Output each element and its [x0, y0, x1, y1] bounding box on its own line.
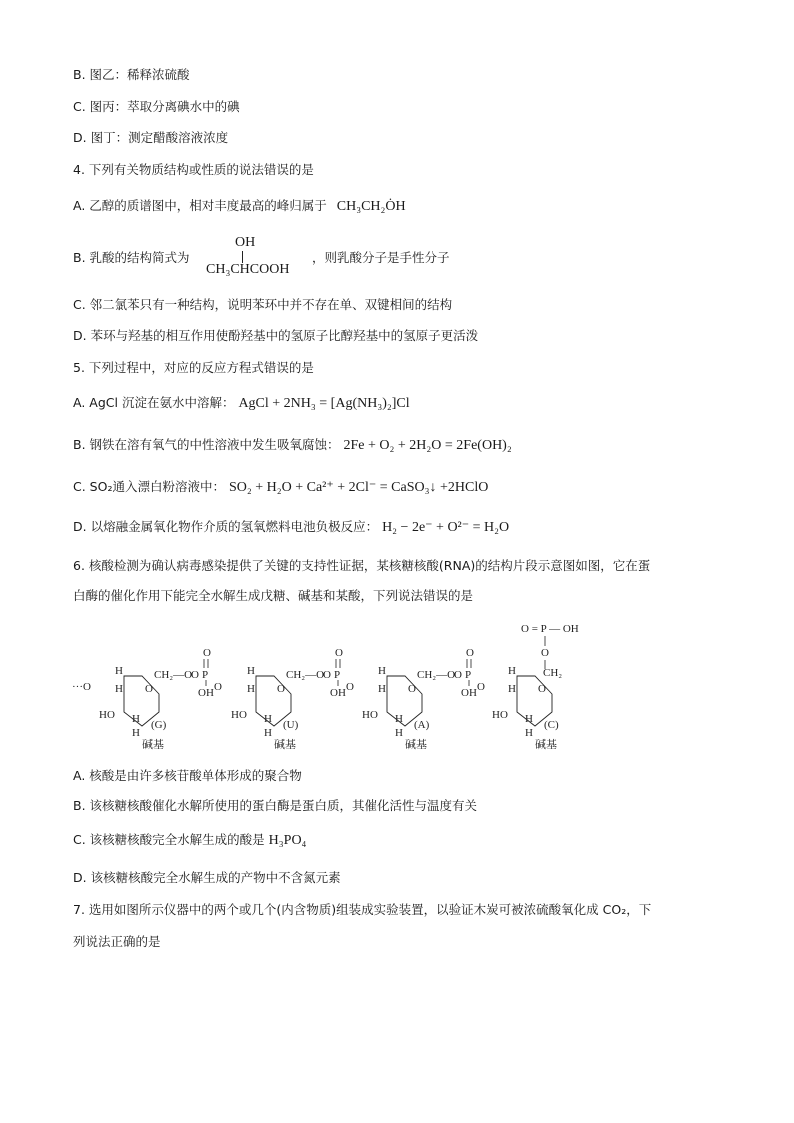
top-phosphate-label: O = P — OH	[521, 623, 579, 635]
question-7-line1: 7. 选用如图所示仪器中的两个或几个(内含物质)组装成实验装置，以验证木炭可被浓硫酸氧化成 CO₂，下	[73, 902, 652, 917]
option-3b: B. 图乙：稀释浓硫酸	[73, 67, 190, 82]
option-5d-formula: H₂ − 2e⁻ + O²⁻ = H₂O	[382, 520, 510, 535]
option-6c-formula: H₃PO₄	[268, 833, 307, 848]
ch2o-1: CH₂—O	[154, 669, 193, 681]
ch2o-2: CH₂—O	[286, 669, 325, 681]
ring-h-low-4: H	[525, 713, 533, 725]
ring-h-mid-1: H	[115, 683, 123, 695]
ring-h-bottom-3: H	[395, 727, 403, 739]
option-4a-formula: CH₃CH₂ȮH	[336, 199, 406, 214]
ch2o-3: CH₂—O	[417, 669, 456, 681]
ring-ho-2: HO	[231, 709, 247, 721]
link-o-1: O	[214, 681, 222, 693]
option-6c	[73, 832, 306, 849]
ring-o-3: O	[408, 683, 416, 695]
option-5a-formula: AgCl + 2NH₃ = [Ag(NH₃)₂]Cl	[238, 396, 410, 411]
option-6a: A. 核酸是由许多核苷酸单体形成的聚合物	[73, 768, 302, 783]
p-oh-2: OH	[330, 687, 346, 699]
base-label-3: 碱基	[405, 738, 427, 751]
phosphorus-2: P	[334, 669, 341, 681]
base-label-1: 碱基	[142, 738, 164, 751]
base-code-4: (C)	[544, 719, 559, 731]
p-oh-1: OH	[198, 687, 214, 699]
lactic-main-chain: CH₃CHCOOH	[206, 262, 290, 277]
ring-h-mid-4: H	[508, 683, 516, 695]
p-o-3: O	[454, 669, 462, 681]
rna-structure-diagram	[72, 614, 592, 754]
ch2-4: CH₂	[543, 667, 563, 679]
option-3d: D. 图丁：测定醋酸溶液浓度	[73, 130, 229, 145]
ring-h-top-3: H	[378, 665, 386, 677]
option-5c-text: C. SO₂通入漂白粉溶液中：	[73, 479, 225, 494]
option-4b-tail: ，则乳酸分子是手性分子	[312, 250, 450, 265]
link-o-3: O	[477, 681, 485, 693]
ring-h-mid-3: H	[378, 683, 386, 695]
p-o-2: O	[323, 669, 331, 681]
option-5a-text: A. AgCl 沉淀在氨水中溶解：	[73, 395, 235, 410]
p-double-o-1: O	[203, 647, 211, 659]
option-5a	[73, 395, 410, 412]
ring-o-2: O	[277, 683, 285, 695]
p-o-1: O	[191, 669, 199, 681]
p-double-o-3: O	[466, 647, 474, 659]
option-4d: D. 苯环与羟基的相互作用使酚羟基中的氢原子比醇羟基中的氢原子更活泼	[73, 328, 479, 343]
base-label-4: 碱基	[535, 738, 557, 751]
ring-h-low-3: H	[395, 713, 403, 725]
option-4b-text: B. 乳酸的结构简式为	[73, 250, 190, 265]
option-5c-formula: SO₂ + H₂O + Ca²⁺ + 2Cl⁻ = CaSO₃↓ +2HClO	[228, 480, 489, 495]
ring-h-low-2: H	[264, 713, 272, 725]
phosphorus-3: P	[465, 669, 472, 681]
ring-h-low-1: H	[132, 713, 140, 725]
option-6c-text: C. 该核糖核酸完全水解生成的酸是	[73, 832, 265, 847]
option-5b-formula: 2Fe + O₂ + 2H₂O = 2Fe(OH)₂	[343, 438, 512, 453]
ring-ho-1: HO	[99, 709, 115, 721]
option-5d	[73, 519, 509, 536]
ring-h-top-1: H	[115, 665, 123, 677]
top-o-label: O	[541, 647, 549, 659]
ring-o-4: O	[538, 683, 546, 695]
ring-h-top-4: H	[508, 665, 516, 677]
ring-h-top-2: H	[247, 665, 255, 677]
option-4c: C. 邻二氯苯只有一种结构，说明苯环中并不存在单、双键相间的结构	[73, 297, 453, 312]
lactic-oh: OH	[235, 235, 256, 250]
link-o-2: O	[346, 681, 354, 693]
option-5b	[73, 437, 512, 454]
question-6-line2: 白酶的催化作用下能完全水解生成戊糖、碱基和某酸，下列说法错误的是	[73, 588, 474, 603]
option-5b-text: B. 钢铁在溶有氧气的中性溶液中发生吸氧腐蚀：	[73, 437, 340, 452]
ring-h-bottom-4: H	[525, 727, 533, 739]
base-code-2: (U)	[283, 719, 299, 731]
question-7-line2: 列说法正确的是	[73, 934, 161, 949]
p-oh-3: OH	[461, 687, 477, 699]
option-5d-text: D. 以熔融金属氧化物作介质的氢氧燃料电池负极反应：	[73, 519, 379, 534]
ring-h-bottom-1: H	[132, 727, 140, 739]
ring-h-bottom-2: H	[264, 727, 272, 739]
chain-start-label: ···O	[72, 681, 91, 693]
ring-ho-4: HO	[492, 709, 508, 721]
question-4: 4. 下列有关物质结构或性质的说法错误的是	[73, 162, 314, 177]
option-5c	[73, 479, 488, 496]
ring-h-mid-2: H	[247, 683, 255, 695]
base-label-2: 碱基	[274, 738, 296, 751]
question-6-line1: 6. 核酸检测为确认病毒感染提供了关键的支持性证据，某核糖核酸(RNA)的结构片段示意图如图，它在蛋	[73, 558, 651, 573]
option-6d: D. 该核糖核酸完全水解生成的产物中不含氮元素	[73, 870, 341, 885]
option-4a	[73, 198, 406, 215]
ring-ho-3: HO	[362, 709, 378, 721]
option-4a-text: A. 乙醇的质谱图中，相对丰度最高的峰归属于	[73, 198, 327, 213]
option-3c: C. 图丙：萃取分离碘水中的碘	[73, 99, 240, 114]
option-6b: B. 该核糖核酸催化水解所使用的蛋白酶是蛋白质，其催化活性与温度有关	[73, 798, 478, 813]
phosphorus-1: P	[202, 669, 209, 681]
question-5: 5. 下列过程中，对应的反应方程式错误的是	[73, 360, 314, 375]
base-code-1: (G)	[151, 719, 167, 731]
base-code-3: (A)	[414, 719, 430, 731]
ring-o-1: O	[145, 683, 153, 695]
p-double-o-2: O	[335, 647, 343, 659]
